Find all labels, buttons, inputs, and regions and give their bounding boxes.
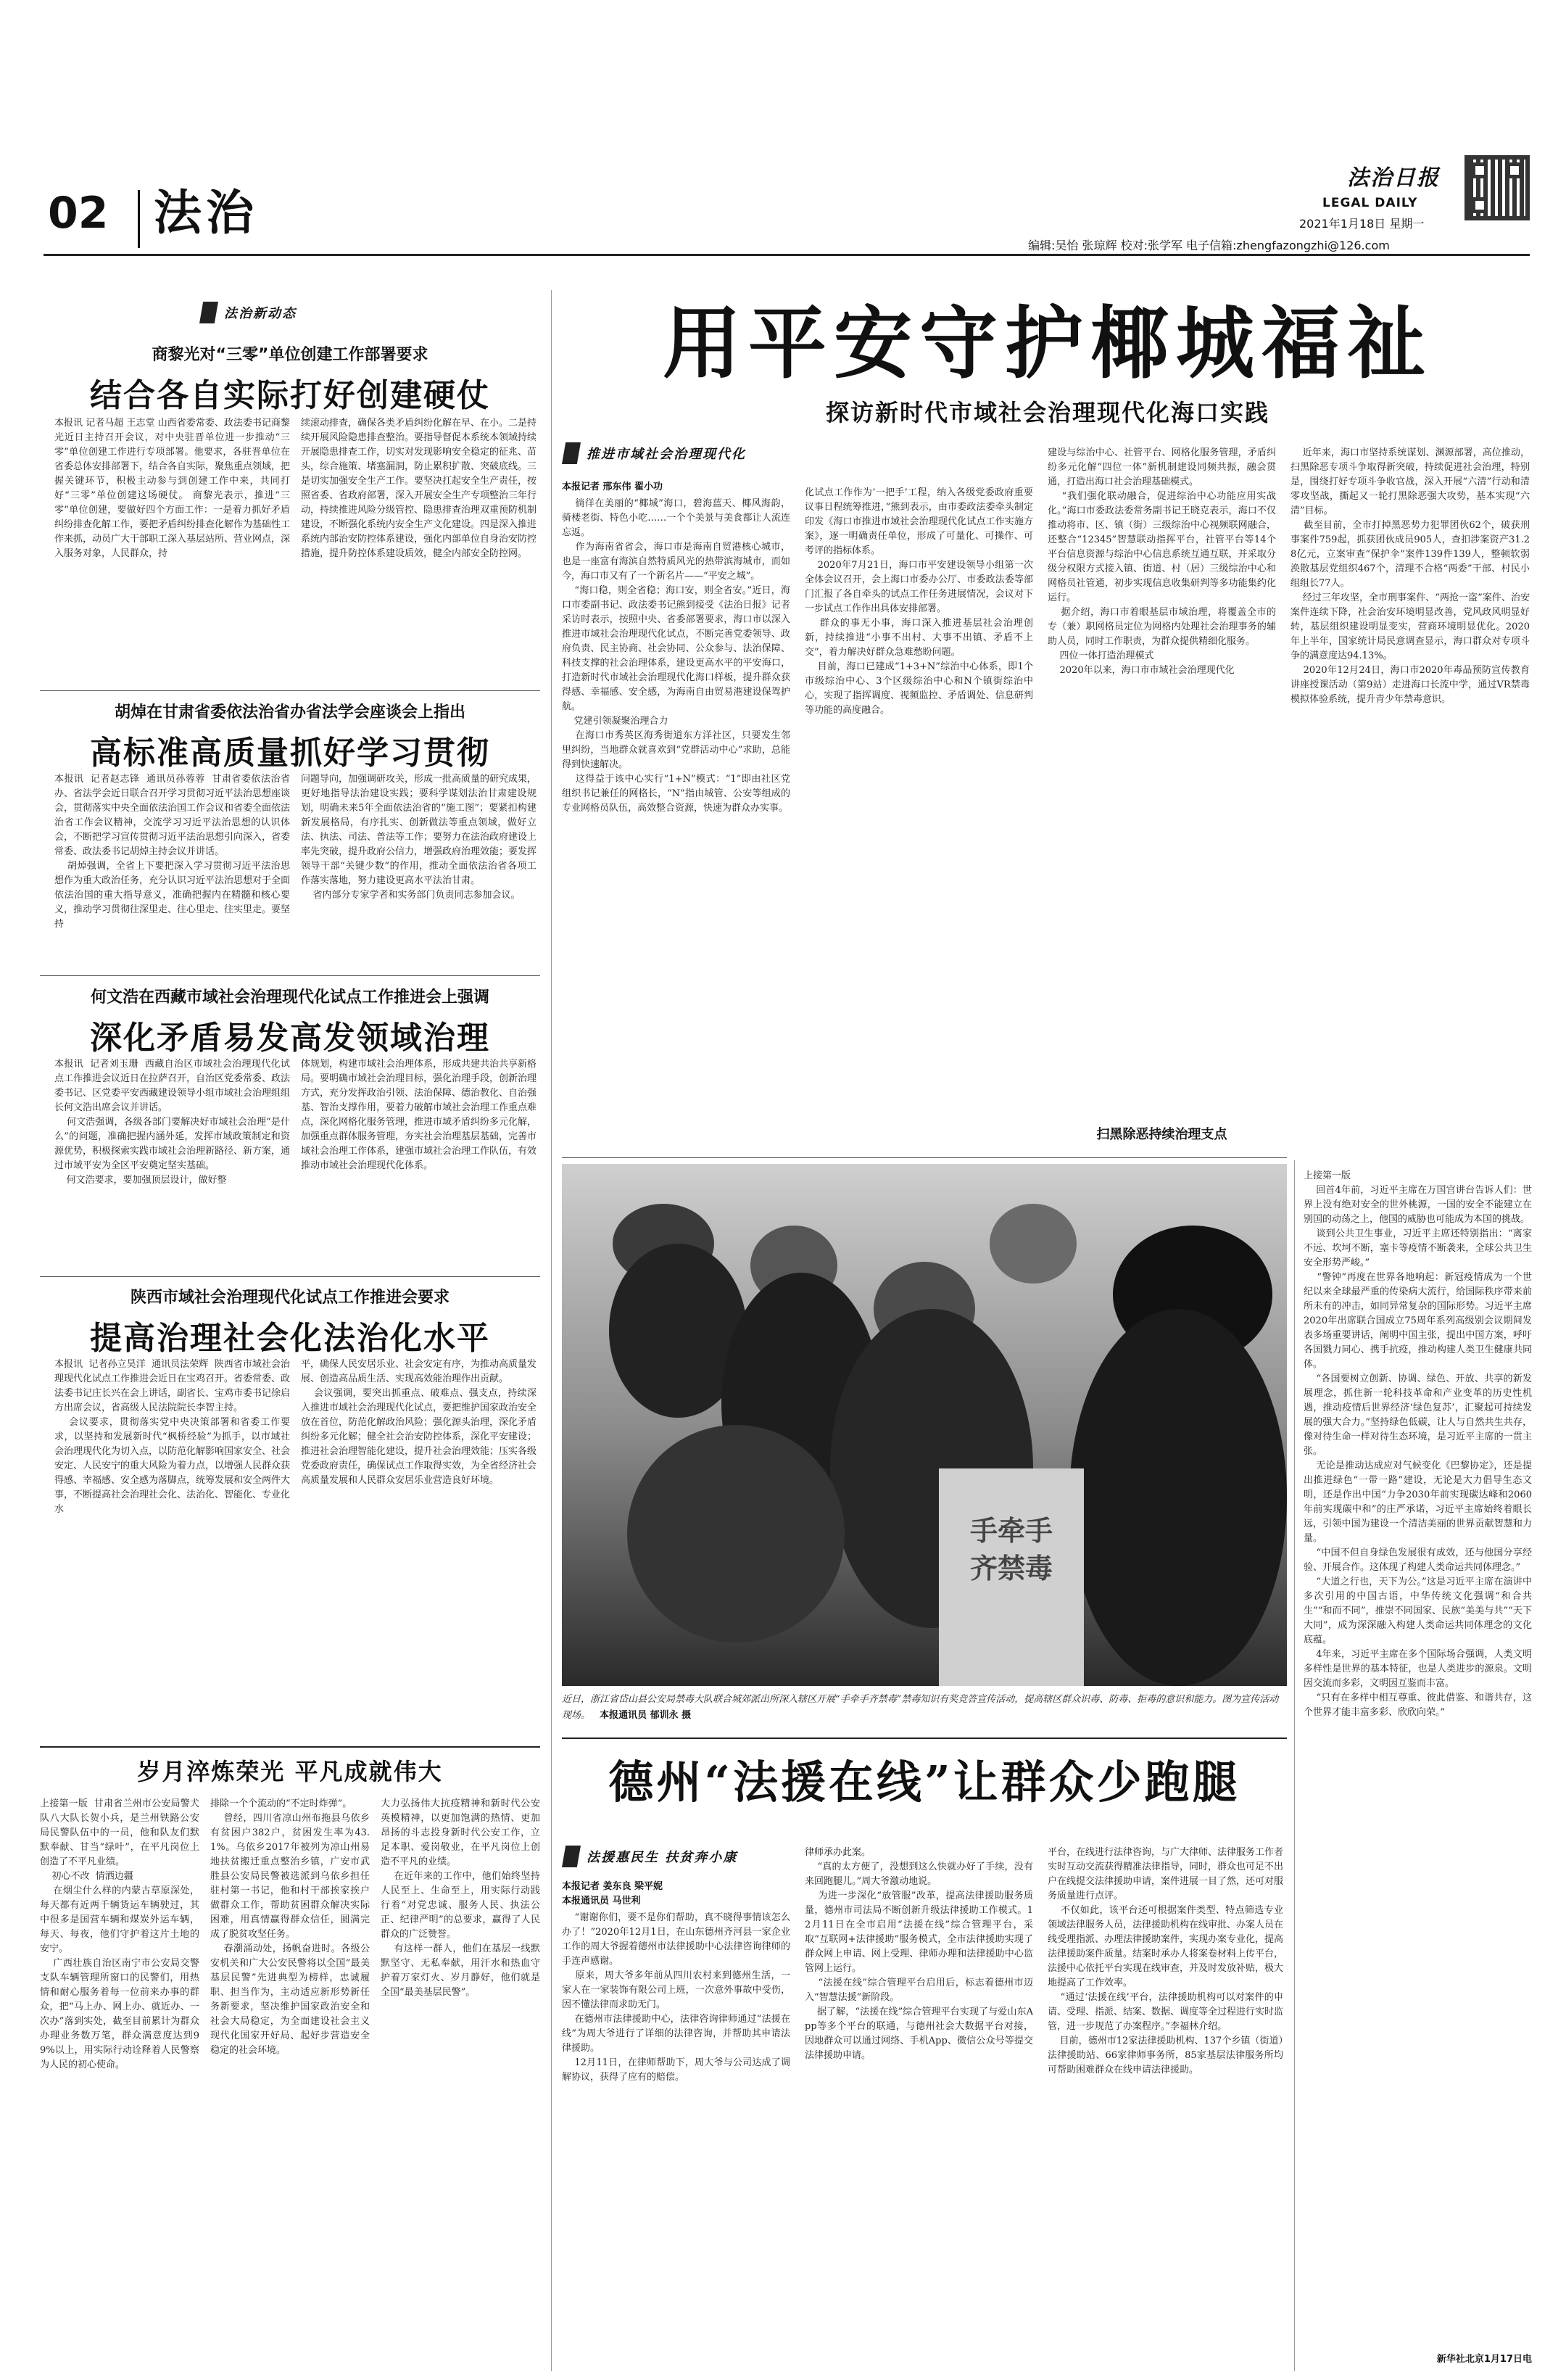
article-divider	[40, 690, 540, 691]
column-tag-bar	[562, 1846, 737, 1867]
article-body-col1: 本报讯 记者马超 王志堂 山西省委常委、政法委书记商黎光近日主持召开会议，对中央驻晋单位进一步推动“三零”单位创建工作进行专项部署。他要求，各驻晋单位在省委总体安排部署下，结合各自实际，聚焦重点领域，把握关键环节，积极主动参与到创建工作中来，共同打好“三零”单位创建这场硬仗。 商黎光表示，推进“三零”单位创建，要做好四个方面工作：一是着力抓好矛盾纠纷排查化解工作，要把矛盾纠纷排查化解作为基础性工作来抓，动员广大干部职工深入基层站所、营业网点，深入服务对象，人民群众，持	[54, 418, 290, 559]
issue-date: 2021年1月18日 星期一	[1299, 217, 1425, 231]
column-divider	[1294, 1160, 1295, 2371]
caption-rule	[562, 1738, 1287, 1739]
article-shangliguang	[40, 342, 540, 600]
main-body-col1: 徜徉在美丽的“椰城”海口，碧海蓝天、椰风海韵，骑楼老街、特色小吃……一个个美景与美食都让人流连忘返。 作为海南省省会，海口市是海南自贸港核心城市，也是一座富有海滨自然特质风光的热带滨海城市，而如今，海口市又有了一个新名片——“平安之城”。 “海口稳，则全省稳；海口安，则全省安。”近日，海口市委副书记、政法委书记熊到接受《法治日报》记者采访时表示，按照中央、省委部署要求，海口市以深入推进市域社会治理现代化试点，不断完善党委领导、政府负责、民主协商、社会协同、公众参与、法治保障、科技支撑的社会治理体系，建设更高水平的平安海口，打造新时代市域社会治理现代化海口样板，提升群众获得感、幸福感、安全感，为海南自由贸易港建设保驾护航。 党建引领凝聚治理合力 在海口市秀英区海秀街道东方洋社区，只要发生邻里纠纷，当地群众就喜欢到“党群活动中心”求助，总能得到快速解决。 这得益于该中心实行“1+N”模式：“1”即由社区党组织书记兼任的网格长，“N”指由城管、公安等组成的专业网格员队伍，高效整合资源，快速为群众办实事。	[562, 498, 790, 814]
dezhou-article	[562, 1748, 1287, 2375]
column-divider	[551, 290, 552, 2371]
header-rule	[44, 254, 1530, 256]
article-body-col2: 体规划，构建市域社会治理体系，形成共建共治共享新格局。要明确市域社会治理目标，强化治理手段，创新治理方式，充分发挥政治引领、法治保障、德治教化、自治强基、智治支撑作用，要着力破解市域社会治理工作重点难点，深化网格化服务管理，推进市域矛盾纠纷多元化解，加强重点群体服务管理，夯实社会治理基层基础，完善市域社会治理工作体系，建强市域社会治理工作队伍，有效推动市域社会治理现代化体系。	[301, 1059, 536, 1171]
photo-caption	[562, 1691, 1287, 1735]
article-body-col1: 本报讯 记者刘玉珊 西藏自治区市域社会治理现代化试点工作推进会议近日在拉萨召开，自治区党委常委、政法委书记、区党委平安西藏建设领导小组市域社会治理组组长何文浩出席会议并讲话。 何文浩强调，各级各部门要解决好市域社会治理“是什么”的问题，准确把握内涵外延，发挥市域政策制定和资源优势，积极探索实践市域社会治理新路径、新方案，通过市域平安为全区平安奠定坚实基础。 何文浩要求，要加强顶层设计，做好整	[54, 1059, 290, 1186]
article-body-col3: 大力弘扬伟大抗疫精神和新时代公安英模精神，以更加饱满的热情、更加昂扬的斗志投身新时代公安工作，立足本职、爱岗敬业，在平凡岗位上创造不平凡的业绩。 在近年来的工作中，他们始终坚持人民至上、生命至上，用实际行动践行着“对党忠诚、服务人民、执法公正、纪律严明”的总要求，赢得了人民群众的广泛赞誉。 有这样一群人，他们在基层一线默默坚守、无私奉献，用汗水和热血守护着万家灯火、岁月静好，他们就是全国“最美基层民警”。	[381, 1798, 540, 1998]
dezhou-byline-1: 本报记者 姜东良 梁平妮	[562, 1881, 663, 1892]
left-bottom-rule	[40, 1746, 540, 1748]
article-body-col2: 问题导向，加强调研攻关，形成一批高质量的研究成果，更好地指导法治建设实践；要科学谋划法治甘肃建设规划，明确未来5年全面依法治省的“施工图”；要紧扣构建新发展格局，有序扎实、创新做法等重点领域，做好立法、执法、司法、普法等工作；要努力在法治政府建设上率先突破，提升政府公信力，增强政府治理效能；要发挥领导干部“关键少数”的作用，推动全面依法治省各项工作落实落地，努力建设更高水平法治甘肃。 省内部分专家学者和实务部门负责同志参加会议。	[301, 774, 536, 901]
column-tag: 法援惠民生 扶贫奔小康	[587, 1850, 738, 1865]
masthead-logo: 法治日报	[1347, 165, 1440, 191]
article-divider	[40, 975, 540, 976]
article-subhead: 陕西市域社会治理现代化试点工作推进会要求	[130, 1289, 450, 1307]
section-name: 法治	[154, 184, 258, 241]
article-suiyue	[40, 1753, 540, 2377]
dezhou-body-col3: 平台，在线进行法律咨询，与广大律师、法律服务工作者实时互动交流获得精准法律指导，同时，群众也可足不出户在线提交法律援助申请，案件进展一目了然，还可对服务质量进行点评。 不仅如此，该平台还可根据案件类型、特点筛选专业领域法律服务人员，法律援助机构在线审批、办案人员在线受理指派、办理法律援助案件，实现办案专业化，提高法律援助案件质量。结案时承办人将案卷材料上传平台，法援中心依托平台实现在线审查，并及时发放补贴，极大地提高了工作效率。 “通过‘法援在线’平台，法律援助机构可以对案件的申请、受理、指派、结案、数据、调度等全过程进行实时监管，进一步规范了办案程序。”李福林介绍。 目前，德州市12家法律援助机构、137个乡镇（街道）法律援助站、66家律师事务所，85家基层法律服务所均可帮助困难群众在线申请法律援助。	[1048, 1847, 1283, 2075]
main-article	[562, 297, 1533, 1153]
column-tag-bar	[199, 302, 297, 323]
article-headline: 结合各自实际打好创建硬仗	[90, 377, 490, 414]
article-headline: 岁月淬炼荣光 平凡成就伟大	[137, 1758, 443, 1785]
article-divider	[40, 1276, 540, 1277]
article-headline: 深化矛盾易发高发领域治理	[90, 1020, 490, 1057]
column-tag: 推进市域社会治理现代化	[587, 447, 746, 462]
column-tag-bar	[562, 442, 746, 464]
page-number: 02	[48, 188, 109, 239]
main-body-col4: 近年来，海口市坚持系统谋划、渊源部署，高位推动，扫黑除恶专项斗争取得新突破，持续促进社会治理，特别是，围绕打好专项斗争收官战，深入开展“六清”行动和清零攻坚战，撕起又一轮打黑除恶强大攻势，基本实现“六清”目标。 截至目前，全市打掉黑恶势力犯罪团伙62个，破获刑事案件759起，抓获团伙成员905人，查扣涉案资产31.28亿元，立案审查“保护伞”案件139件139人，整顿软弱涣散基层党组织467个，清理不合格“两委”干部、村民小组组长77人。 经过三年攻坚，全市刑事案件、“两抢一盗”案件、治安案件连续下降，社会治安环境明显改善，党风政风明显好转，基层组织建设明显变实，营商环境明显优化。2020年上半年，国家统计局民意调查显示，海口群众对专项斗争的满意度达94.13%。 2020年12月24日，海口市2020年毒品预防宣传教育讲座授课活动（第9站）走进海口长流中学，通过VR禁毒模拟体验系统，提升青少年禁毒意识。	[1290, 447, 1530, 705]
article-subhead: 何文浩在西藏市域社会治理现代化试点工作推进会上强调	[90, 988, 489, 1007]
caption-credit: 本报通讯员 郁训永 摄	[600, 1710, 692, 1721]
right-column	[1304, 1169, 1532, 2373]
main-headline: 用平安守护椰城福祉	[662, 298, 1433, 389]
qr-code	[1464, 155, 1530, 220]
header-divider-bar	[138, 190, 140, 248]
main-body-col3: 建设与综治中心、社管平台、网格化服务管理，矛盾纠纷多元化解“四位一体”新机制建设同频共振，融会贯通，打造出海口社会治理基础模式。 “我们强化联动融合，促进综治中心功能应用实战化。”海口市委政法委常务副书记王晓克表示，海口不仅推动将市、区、镇（街）三级综治中心视频联网融合，还整合“12345”智慧联动指挥平台，社管平台等14个平台信息资源与综治中心信息系统互通互联，并采取分级分权限方式接入镇、街道、村（居）三级综治中心和网格员社管通，初步实现信息收集研判等多功能集约化运行。 据介绍，海口市着眼基层市域治理，将覆盖全市的专（兼）职网格员定位为网格内处理社会治理事务的辅助人员，同时工作职责，为群众提供精细化服务。 四位一体打造治理模式 2020年以来，海口市市域社会治理现代化	[1048, 447, 1276, 676]
article-hushuo	[40, 700, 540, 972]
article-body-col1: 本报讯 记者赵志锋 通讯员孙蓉蓉 甘肃省委依法治省办、省法学会近日联合召开学习贯彻习近平法治思想座谈会，贯彻落实中央全面依法治国工作会议和省委全面依法治省工作会议精神，交流学习习近平法治思想的认识体会，不断把学习宣传贯彻习近平法治思想引向深入，省委常委、政法委书记胡焯主持会议并讲话。 胡焯强调，全省上下要把深入学习贯彻习近平法治思想作为重大政治任务，充分认识习近平法治思想对于全面依法治国的重大指导意义，准确把握内在精髓和核心要义，推动学习贯彻往深里走、往心里走、往实里走。要坚持	[54, 774, 290, 930]
brush-icon	[562, 1846, 581, 1867]
left-column	[40, 297, 540, 1755]
brand-name: LEGAL DAILY	[1322, 196, 1418, 210]
article-subhead: 商黎光对“三零”单位创建工作部署要求	[152, 346, 428, 364]
main-byline: 本报记者 邢东伟 翟小功	[562, 482, 663, 492]
brush-icon	[562, 442, 581, 464]
main-subtitle: 探访新时代市域社会治理现代化海口实践	[825, 399, 1269, 426]
article-body-col2: 平，确保人民安居乐业、社会安定有序，为推动高质量发展、创造高品质生活、实现高效能治理作出贡献。 会议强调，要突出抓重点、破难点、强支点，持续深入推进市域社会治理现代化试点，要把维护国家政治安全放在首位，防范化解政治风险；强化源头治理，深化矛盾纠纷多元化解；健全社会治安防控体系，深化平安建设；推进社会治理智能化建设，提升社会治理效能；压实各级党委政府责任，确保试点工作取得实效，为全省经济社会高质量发展和人民群众安居乐业营造良好环境。	[301, 1359, 536, 1486]
brush-icon	[199, 302, 218, 323]
main-body-col2: 化试点工作作为‘一把手’工程，纳入各级党委政府重要议事日程统筹推进，”熊到表示，由市委政法委牵头制定印发《海口市推进市域社会治理现代化试点工作实施方案》，逐一明确责任单位，形成了可量化、可操作、可考评的指标体系。 2020年7月21日，海口市平安建设领导小组第一次全体会议召开，会上海口市委办公厅、市委政法委等部门汇报了各自牵头的试点工作任务进展情况，会议对下一步试点工作作出具体安排部署。 群众的事无小事，海口深入推进基层社会治理创新，持续推进“小事不出村、大事不出镇、矛盾不上交”，着力解决好群众急难愁盼问题。 目前，海口已建成“1+3+N”综治中心体系，即1个市级综治中心、3个区级综治中心和N个镇街综治中心，实现了指挥调度、视频监控、矛盾调处、信息研判等功能的高度融合。	[805, 487, 1033, 716]
dezhou-byline-2: 本报通讯员 马世利	[562, 1896, 641, 1906]
page-header	[0, 0, 1566, 257]
column-tag: 法治新动态	[224, 306, 297, 321]
caption-text: 近日，浙江省岱山县公安局禁毒大队联合城郊派出所深入辖区开展“手牵手齐禁毒”禁毒知识有奖竞答宣传活动，提高辖区群众识毒、防毒、拒毒的意识和能力。图为宣传活动现场。	[562, 1694, 1279, 1721]
news-photo	[562, 1164, 1287, 1686]
right-end-credit: 新华社北京1月17日电	[1436, 2354, 1532, 2365]
article-headline: 提高治理社会化法治化水平	[90, 1320, 490, 1357]
photo-sign: 手牵手 齐禁毒	[969, 1514, 1053, 1584]
article-subhead: 胡焯在甘肃省委依法治省办省法学会座谈会上指出	[114, 703, 465, 722]
dezhou-body-col1: “谢谢你们，要不是你们帮助，真不晓得事情该怎么办了！”2020年12月1日，在山东德州齐河县一家企业工作的周大爷握着德州市法律援助中心法律咨询律师的手连声感谢。 原来，周大爷多年前从四川农村来到德州生活，一家人在一家装饰有限公司上班，一次意外事故中受伤，因不懂法律而求助无门。 在德州市法律援助中心，法律咨询律师通过“法援在线”为周大爷进行了详细的法律咨询，并帮助其申请法律援助。 12月11日，在律师帮助下，周大爷与公司达成了调解协议，获得了应有的赔偿。	[562, 1912, 790, 2083]
article-body-col2: 排除一个个流动的“不定时炸弹”。 曾经，四川省凉山州布拖县乌依乡有贫困户382户，贫困发生率为43.1%。乌依乡2017年被列为凉山州易地扶贫搬迁重点整治乡镇，广安市武胜县公安局民警被选派到乌依乡担任驻村第一书记，他和村干部挨家挨户做群众工作，帮助贫困群众解决实际困难，用真情赢得群众信任，圆满完成了脱贫攻坚任务。 春潮涌动处，扬帆奋进时。各级公安机关和广大公安民警将以全国“最美基层民警”先进典型为榜样，忠诚履职、担当作为，主动适应新形势新任务新要求，坚决维护国家政治安全和社会大局稳定，为全面建设社会主义现代化国家开好局、起好步营造安全稳定的社会环境。	[210, 1798, 370, 2056]
article-headline: 高标准高质量抓好学习贯彻	[90, 735, 490, 772]
article-body-col1: 上接第一版 甘肃省兰州市公安局警犬队八大队长贺小兵，是兰州铁路公安局民警队伍中的一员，他和队友们默默奉献、甘当“绿叶”，在平凡岗位上创造了不平凡业绩。 初心不改 情洒边疆 在烟尘什么样的内蒙古草原深处，每天都有近两千辆货运车辆驶过，其中很多是国营车辆和煤炭外运车辆，每天、每夜，他们守护着这片土地的安宁。 广西壮族自治区南宁市公安局交警支队车辆管理所窗口的民警们，用热情和耐心服务着每一位前来办事的群众，把“马上办、网上办、就近办、一次办”落到实处，截至目前累计为群众办理业务数万笔，群众满意度达到99%以上，用实际行动诠释着人民警察为人民的初心使命。	[40, 1798, 199, 2070]
article-shaanxi	[40, 1285, 540, 1735]
main-bottom-rule	[562, 1157, 1287, 1158]
editor-credits: 编辑:吴怡 张琼辉 校对:张学军 电子信箱:zhengfazongzhi@126.com	[1028, 239, 1390, 252]
photo-illustration	[562, 1164, 1287, 1686]
article-body-col1: 本报讯 记者孙立昊洋 通讯员法荣辉 陕西省市域社会治理现代化试点工作推进会近日在宝鸡召开。省委常委、政法委书记庄长兴在会上讲话，副省长、宝鸡市委书记徐启方出席会议，省高级人民法院院长李智主持。 会议要求，贯彻落实党中央决策部署和省委工作要求，以坚持和发展新时代“枫桥经验”为抓手，以市域社会治理现代化为切入点，以防范化解影响国家安全、社会安定、人民安宁的重大风险为着力点，以增强人民群众获得感、幸福感、安全感为落脚点，统筹发展和安全两件大事，不断提高社会治理社会化、法治化、智能化、专业化水	[54, 1359, 290, 1515]
right-body: 上接第一版 回首4年前，习近平主席在万国宫讲台告诉人们：世界上没有绝对安全的世外桃源，一国的安全不能建立在别国的动荡之上，他国的威胁也可能成为本国的挑战。 谈到公共卫生事业，习近平主席还特别指出：“离家不远、坎坷不断，塞卡等疫情不断袭来，全球公共卫生安全形势严峻。” “警钟”再度在世界各地响起：新冠疫情成为一个世纪以来全球最严重的传染病大流行，给国际秩序带来前所未有的冲击，如同异常复杂的国际形势。习近平主席2020年出席联合国成立75周年系列高级别会议期间发表多场重要讲话，阐明中国主张，提出中国方案，呼吁各国戮力同心、携手抗疫，推动构建人类卫生健康共同体。 “各国要树立创新、协调、绿色、开放、共享的新发展理念，抓住新一轮科技革命和产业变革的历史性机遇，推动疫情后世界经济‘绿色复苏’，汇聚起可持续发展的强大合力。”坚持绿色低碳，让人与自然共生共存，像对待生命一样对待生态环境，是习近平主席的一贯主张。 无论是推动达成应对气候变化《巴黎协定》，还是提出推进绿色“一带一路”建设，无论是大力倡导生态文明，还是作出中国“力争2030年前实现碳达峰和2060年前实现碳中和”的庄严承诺，习近平主席始终着眼长远，引领中国为建设一个清洁美丽的世界贡献智慧和力量。 “中国不但自身绿色发展很有成效，还与他国分享经验、开展合作。这体现了构建人类命运共同体理念。” “大道之行也，天下为公。”这是习近平主席在演讲中多次引用的中国古语，中华传统文化强调“和合共生”“和而不同”，推崇不同国家、民族“美美与共”“天下大同”，成为深深融入构建人类命运共同体理念的文化底蕴。 4年来，习近平主席在多个国际场合强调，人类文明多样性是世界的基本特征，也是人类进步的源泉。文明因交流而多彩，文明因互鉴而丰富。 “只有在多样中相互尊重、彼此借鉴、和谐共存，这个世界才能丰富多彩、欣欣向荣。”	[1304, 1170, 1532, 1718]
article-hewenhao	[40, 985, 540, 1275]
article-body-col2: 续滚动排查，确保各类矛盾纠纷化解在早、在小。二是持续开展风险隐患排查整治。要指导督促本系统本领域持续开展隐患排查工作，切实对发现影响安全稳定的征兆、苗头，综合施策、堵塞漏洞，防止累积扩散、突破底线。三是切实加强安全生产工作。要坚决扛起安全生产责任，按照省委、省政府部署，深入开展安全生产专项整治三年行动，持续推进风险分级管控、隐患排查治理双重预防机制建设，不断强化系统内安全生产文化建设。四是深入推进系统内部治安防控体系建设，强化内部单位自身治安防控措施，提升防控体系建设质效，健全内部安全防控网。	[301, 418, 536, 559]
dezhou-body-col2: 律师承办此案。 “真的太方便了，没想到这么快就办好了手续，没有来回跑腿儿。”周大爷激动地说。 为进一步深化“放管服”改革，提高法律援助服务质量，德州市司法局不断创新升级法律援助工作模式。12月11日在全市启用“法援在线”综合管理平台，采取“互联网+法律援助”服务模式，全市法律援助实现了群众网上申请、网上受理、律师办理和法律援助中心监管网上运行。 “法援在线”综合管理平台启用后，标志着德州市迈入“智慧法援”新阶段。 据了解，“法援在线”综合管理平台实现了与爱山东App等多个平台的联通，与德州社会大数据平台对接，因地群众可以通过网络、手机App、微信公众号等提交法律援助申请。	[805, 1847, 1033, 2061]
section-heading: 扫黑除恶持续治理支点	[1096, 1127, 1227, 1142]
dezhou-headline: 德州“法援在线”让群众少跑腿	[608, 1756, 1240, 1809]
